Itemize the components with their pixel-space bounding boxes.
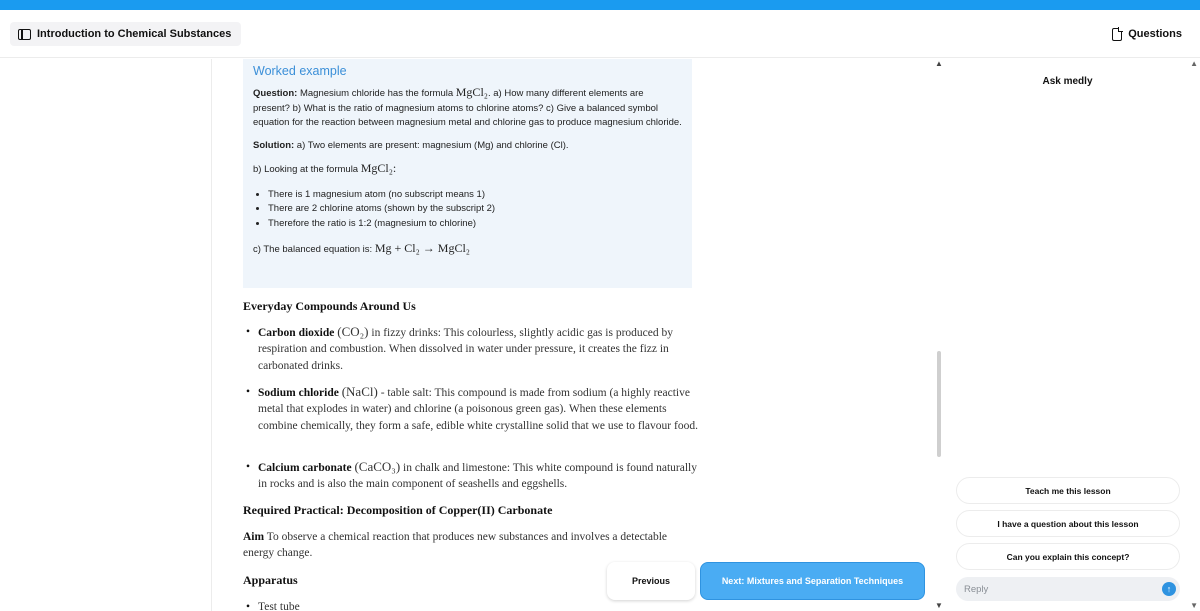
compound-text: in fizzy drinks: This colourless, slightly acidic gas is produced by respiration and combustion. When dissolved in water under pressure, it creates the fizz in carbonated drinks. [258, 327, 673, 372]
suggestion-teach-lesson[interactable]: Teach me this lesson [956, 477, 1180, 504]
formula: MgCl₂ [455, 85, 488, 99]
compound-text: - table salt: This compound is made from sodium (a highly reactive metal that explodes in water) and chlorine (a poisonous green gas). When these elements combine chemically, they form a safe, edible white crystalline solid that we use to flavour food. [258, 387, 698, 432]
compound-name: Carbon dioxide [258, 327, 335, 339]
worked-example-title: Worked example [253, 64, 347, 78]
suggestion-question-lesson[interactable]: I have a question about this lesson [956, 510, 1180, 537]
list-item [258, 324, 698, 374]
question-label: Question: [253, 88, 298, 99]
solution-text: a) Two elements are present: magnesium (Mg) and chlorine (Cl). [294, 139, 569, 151]
suggestion-explain-concept[interactable]: Can you explain this concept? [956, 543, 1180, 570]
formula: (CO₂) [337, 324, 369, 339]
reply-input[interactable] [956, 577, 1180, 601]
lesson-content[interactable] [213, 59, 933, 611]
practical-aim [243, 529, 693, 562]
content-scrollbar-thumb[interactable] [937, 351, 941, 457]
list-item: • Test tube [258, 599, 698, 611]
worked-question [253, 85, 682, 131]
chat-panel [944, 59, 1200, 611]
worked-bullets [268, 188, 682, 232]
formula: (CaCO₃) [354, 459, 401, 474]
worked-part-b [253, 161, 682, 178]
top-header [0, 10, 1200, 58]
apparatus-heading: Apparatus [243, 573, 298, 587]
chevron-up-icon[interactable]: ▲ [935, 59, 943, 68]
list-item [258, 459, 698, 493]
everyday-heading: Everyday Compounds Around Us [243, 299, 416, 313]
worked-solution [253, 139, 682, 154]
formula: MgCl₂: [360, 161, 397, 176]
equation: Mg + Cl₂ → MgCl₂ [374, 241, 470, 256]
compound-name: Sodium chloride [258, 387, 339, 399]
formula: (NaCl) [341, 384, 378, 399]
list-item: • Therefore the ratio is 1:2 (magnesium to chlorine) [268, 217, 682, 232]
document-icon [1112, 28, 1122, 41]
practical-heading: Required Practical: Decomposition of Copper(II) Carbonate [243, 503, 553, 517]
previous-button[interactable]: Previous [607, 562, 695, 600]
list-item: • There are 2 chlorine atoms (shown by the subscript 2) [268, 202, 682, 217]
questions-label: Questions [1128, 28, 1182, 40]
lesson-title: Introduction to Chemical Substances [37, 28, 232, 40]
questions-button[interactable] [1104, 22, 1190, 46]
aim-label: Aim [243, 531, 265, 543]
list-item: • There is 1 magnesium atom (no subscript means 1) [268, 188, 682, 203]
aim-text: To observe a chemical reaction that produces new substances and involves a detectable energy change. [243, 531, 668, 560]
chat-title: Ask medly [1042, 76, 1093, 87]
part-c-text: c) The balanced equation is: [253, 244, 375, 256]
worked-example-box [243, 59, 692, 288]
sidebar-toggle-icon [18, 29, 31, 40]
chevron-down-icon[interactable]: ▼ [1190, 601, 1198, 610]
list-item [258, 384, 698, 434]
next-lesson-button[interactable]: Next: Mixtures and Separation Techniques [700, 562, 925, 600]
chevron-down-icon[interactable]: ▼ [935, 601, 943, 610]
solution-label: Solution: [253, 139, 295, 151]
worked-part-c [253, 241, 682, 258]
chevron-up-icon[interactable]: ▲ [1190, 59, 1198, 68]
compound-name: Calcium carbonate [258, 462, 352, 474]
send-arrow-icon[interactable]: ↑ [1162, 582, 1176, 596]
left-sidebar [0, 59, 212, 611]
part-b-text: b) Looking at the formula [253, 164, 361, 176]
question-text: Magnesium chloride has the formula [297, 88, 456, 99]
top-accent-bar [0, 0, 1200, 10]
lesson-title-button[interactable] [10, 22, 241, 46]
compound-text: in chalk and limestone: This white compound is found naturally in rocks and is also the main component of seashells and eggshells. [258, 462, 697, 491]
question-text-cont: . a) How many different elements are present? b) What is the ratio of magnesium atoms to chlorine atoms? c) Give a balanced symbol equation for the reaction between magnesium metal and chlorine gas to produce magnesium chloride. [253, 88, 682, 129]
reply-placeholder: Reply [964, 583, 989, 595]
